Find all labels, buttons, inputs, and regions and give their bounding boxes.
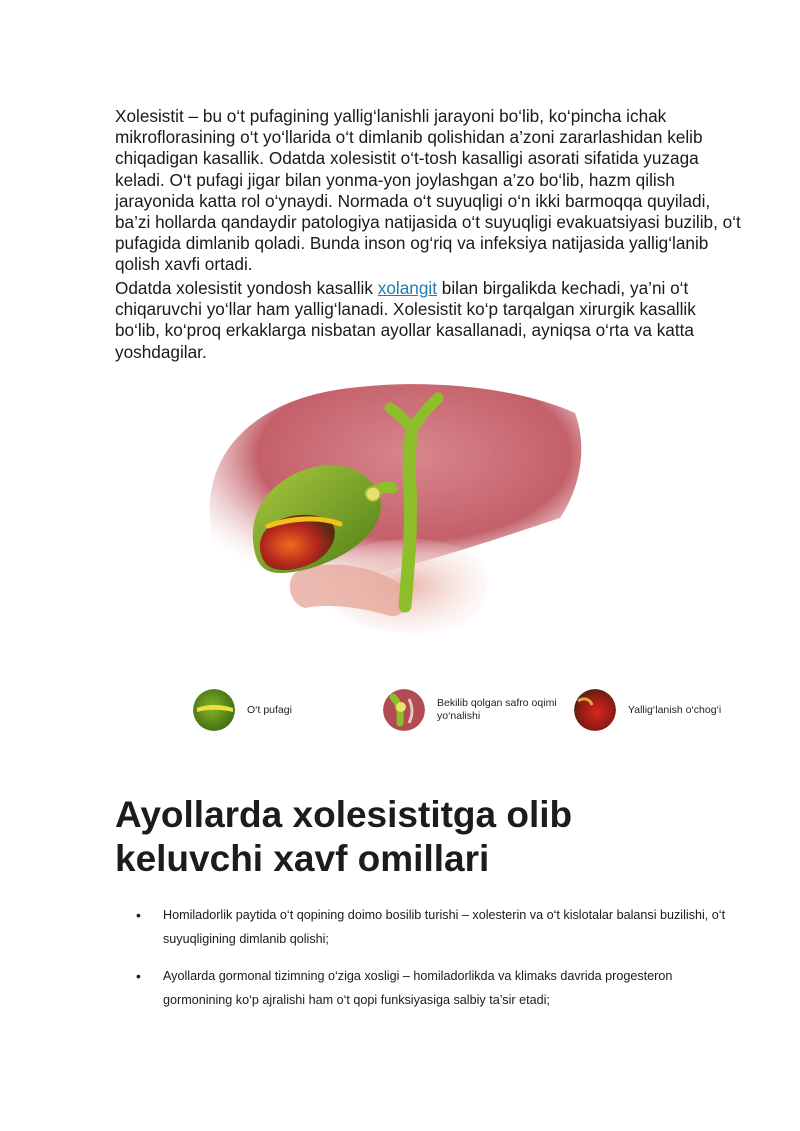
legend-item-gallbladder	[193, 689, 292, 731]
gallbladder-illustration	[200, 368, 590, 638]
intro-paragraph-1: Xolesistit – bu o‘t pufagining yallig‘lanishli jarayoni bo‘lib, ko‘pincha ichak mikroflorasining o‘t yo‘llarida o‘t dimlanib qolishidan a’zoni zararlashidan kelib chiqadigan kasallik. Odatda xolesistit o‘t-tosh kasalligi asorati sifatida yuzaga keladi. O‘t pufagi jigar bilan yonma-yon joylashgan a’zo bo‘lib, hazm qilish jarayonida katta rol o‘ynaydi. Normada o‘t suyuqligi o‘n ikki barmoqqa quyiladi, ba’zi hollarda qandaydir patologiya natijasida o‘t suyuqligi evakuatsiyasi buzilib, o‘t pufagida dimlanib qoladi. Bunda inson og‘riq va infeksiya natijasida yallig‘lanib qolish xavfi ortadi.	[115, 106, 741, 275]
blocked-bile-flow-icon	[383, 689, 425, 731]
list-item	[115, 903, 745, 951]
legend-item-blocked-bile-flow	[383, 689, 577, 731]
list-item	[115, 964, 745, 1012]
list-item-text: Ayollarda gormonal tizimning o‘ziga xosligi – homiladorlikda va klimaks davrida progesteron gormonining ko‘p ajralishi ham o‘t qopi funksiyasiga salbiy ta’sir etadi;	[163, 969, 673, 1007]
gallstone	[366, 487, 380, 501]
intro-paragraph-2	[115, 278, 745, 363]
paragraph-2-text-start: Odatda xolesistit yondosh kasallik	[115, 278, 378, 298]
common-bile-duct	[405, 428, 412, 606]
paragraph-2-text-end: bilan birgalikda kechadi, ya’ni o‘t chiqaruvchi yo‘llar ham yallig‘lanadi. Xolesistit ko‘p tarqalgan xirurgik kasallik bo‘lib, ko‘proq erkaklarga nisbatan ayollar kasallanadi, ayniqsa o‘rta va katta yoshdagilar.	[115, 278, 696, 362]
section-heading: Ayollarda xolesistitga olib keluvchi xavf omillari	[115, 794, 573, 879]
bullet-icon: •	[136, 907, 141, 923]
bullet-icon: •	[136, 968, 141, 984]
inflammation-focus-icon	[574, 689, 616, 731]
legend-label-blocked-bile-flow: Bekilib qolgan safro oqimi yo‘nalishi	[437, 697, 557, 722]
risk-factors-list	[115, 903, 745, 1025]
legend-label-gallbladder: O‘t pufagi	[247, 703, 292, 716]
legend-item-inflammation-focus	[574, 689, 721, 731]
xolangit-link[interactable]: xolangit	[377, 278, 437, 298]
legend-label-inflammation-focus: Yallig‘lanish o‘chog‘i	[628, 703, 722, 716]
list-item-text: Homiladorlik paytida o‘t qopining doimo bosilib turishi – xolesterin va o‘t kislotalar balansi buzilishi, o‘t suyuqligining dimlanib qolishi;	[163, 908, 726, 946]
gallbladder-icon	[193, 689, 235, 731]
